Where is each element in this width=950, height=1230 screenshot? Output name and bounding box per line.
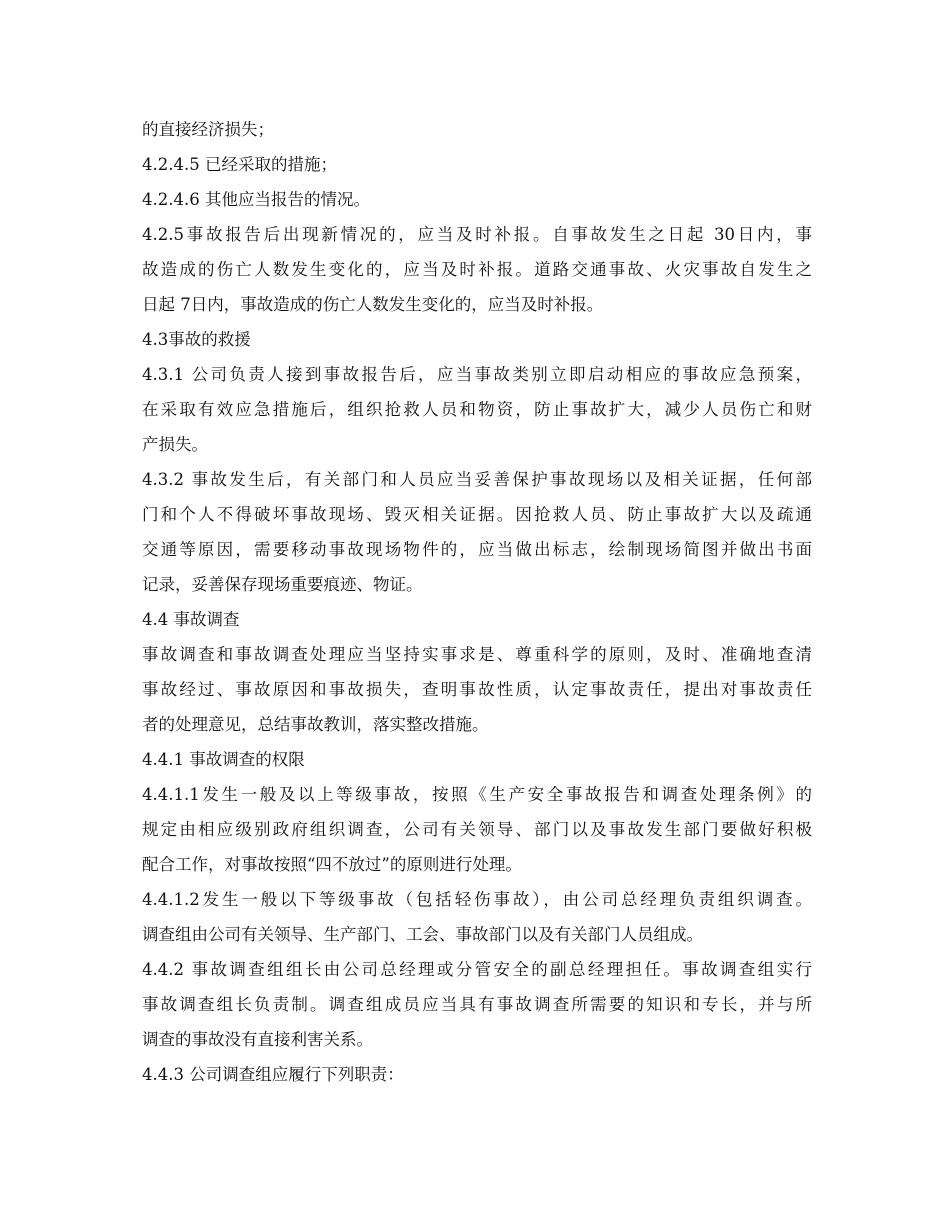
text-line: 事故调查和事故调查处理应当坚持实事求是、尊重科学的原则，及时、准确地查清	[142, 645, 812, 664]
text-line: 调查组由公司有关领导、生产部门、工会、事故部门以及有关部门人员组成。	[142, 925, 703, 944]
text-line: 4.4.3 公司调查组应履行下列职责：	[142, 1065, 404, 1084]
text-line: 配合工作，对事故按照“四不放过”的原则进行处理。	[142, 855, 522, 874]
text-line: 规定由相应级别政府组织调查，公司有关领导、部门以及事故发生部门要做好积极	[142, 820, 812, 839]
text-line: 交通等原因，需要移动事故现场物件的，应当做出标志，绘制现场简图并做出书面	[142, 540, 812, 559]
text-line: 4.4.1.1发生一般及以上等级事故，按照《生产安全事故报告和调查处理条例》的	[142, 785, 812, 804]
text-line: 调查的事故没有直接利害关系。	[142, 1030, 373, 1049]
text-line: 4.3.2 事故发生后，有关部门和人员应当妥善保护事故现场以及相关证据，任何部	[142, 470, 812, 489]
text-line: 在采取有效应急措施后，组织抢救人员和物资，防止事故扩大，减少人员伤亡和财	[142, 400, 812, 419]
text-line: 事故经过、事故原因和事故损失，查明事故性质，认定事故责任，提出对事故责任	[142, 680, 812, 699]
text-line: 日起 7日内，事故造成的伤亡人数发生变化的，应当及时补报。	[142, 295, 604, 314]
text-line: 4.4.1.2发生一般以下等级事故（包括轻伤事故），由公司总经理负责组织调查。	[142, 890, 812, 909]
text-line: 4.2.4.6 其他应当报告的情况。	[142, 190, 370, 209]
text-line: 门和个人不得破坏事故现场、毁灭相关证据。因抢救人员、防止事故扩大以及疏通	[142, 505, 812, 524]
text-line: 者的处理意见，总结事故教训，落实整改措施。	[142, 715, 489, 734]
text-line: 产损失。	[142, 435, 208, 454]
text-line: 4.3事故的救援	[142, 330, 251, 349]
text-line: 事故调查组长负责制。调查组成员应当具有事故调查所需要的知识和专长，并与所	[142, 995, 812, 1014]
document-body	[142, 112, 812, 1092]
text-line: 的直接经济损失；	[142, 120, 274, 139]
text-line: 故造成的伤亡人数发生变化的，应当及时补报。道路交通事故、火灾事故自发生之	[142, 260, 812, 279]
text-line: 4.3.1 公司负责人接到事故报告后，应当事故类别立即启动相应的事故应急预案，	[142, 365, 812, 384]
text-line: 4.2.4.5 已经采取的措施；	[142, 155, 337, 174]
text-line: 记录，妥善保存现场重要痕迹、物证。	[142, 575, 423, 594]
text-line: 4.4 事故调查	[142, 610, 240, 629]
text-line: 4.4.1 事故调查的权限	[142, 750, 305, 769]
text-line: 4.4.2 事故调查组组长由公司总经理或分管安全的副总经理担任。事故调查组实行	[142, 960, 812, 979]
text-line: 4.2.5事故报告后出现新情况的，应当及时补报。自事故发生之日起 30日内，事	[142, 225, 812, 244]
